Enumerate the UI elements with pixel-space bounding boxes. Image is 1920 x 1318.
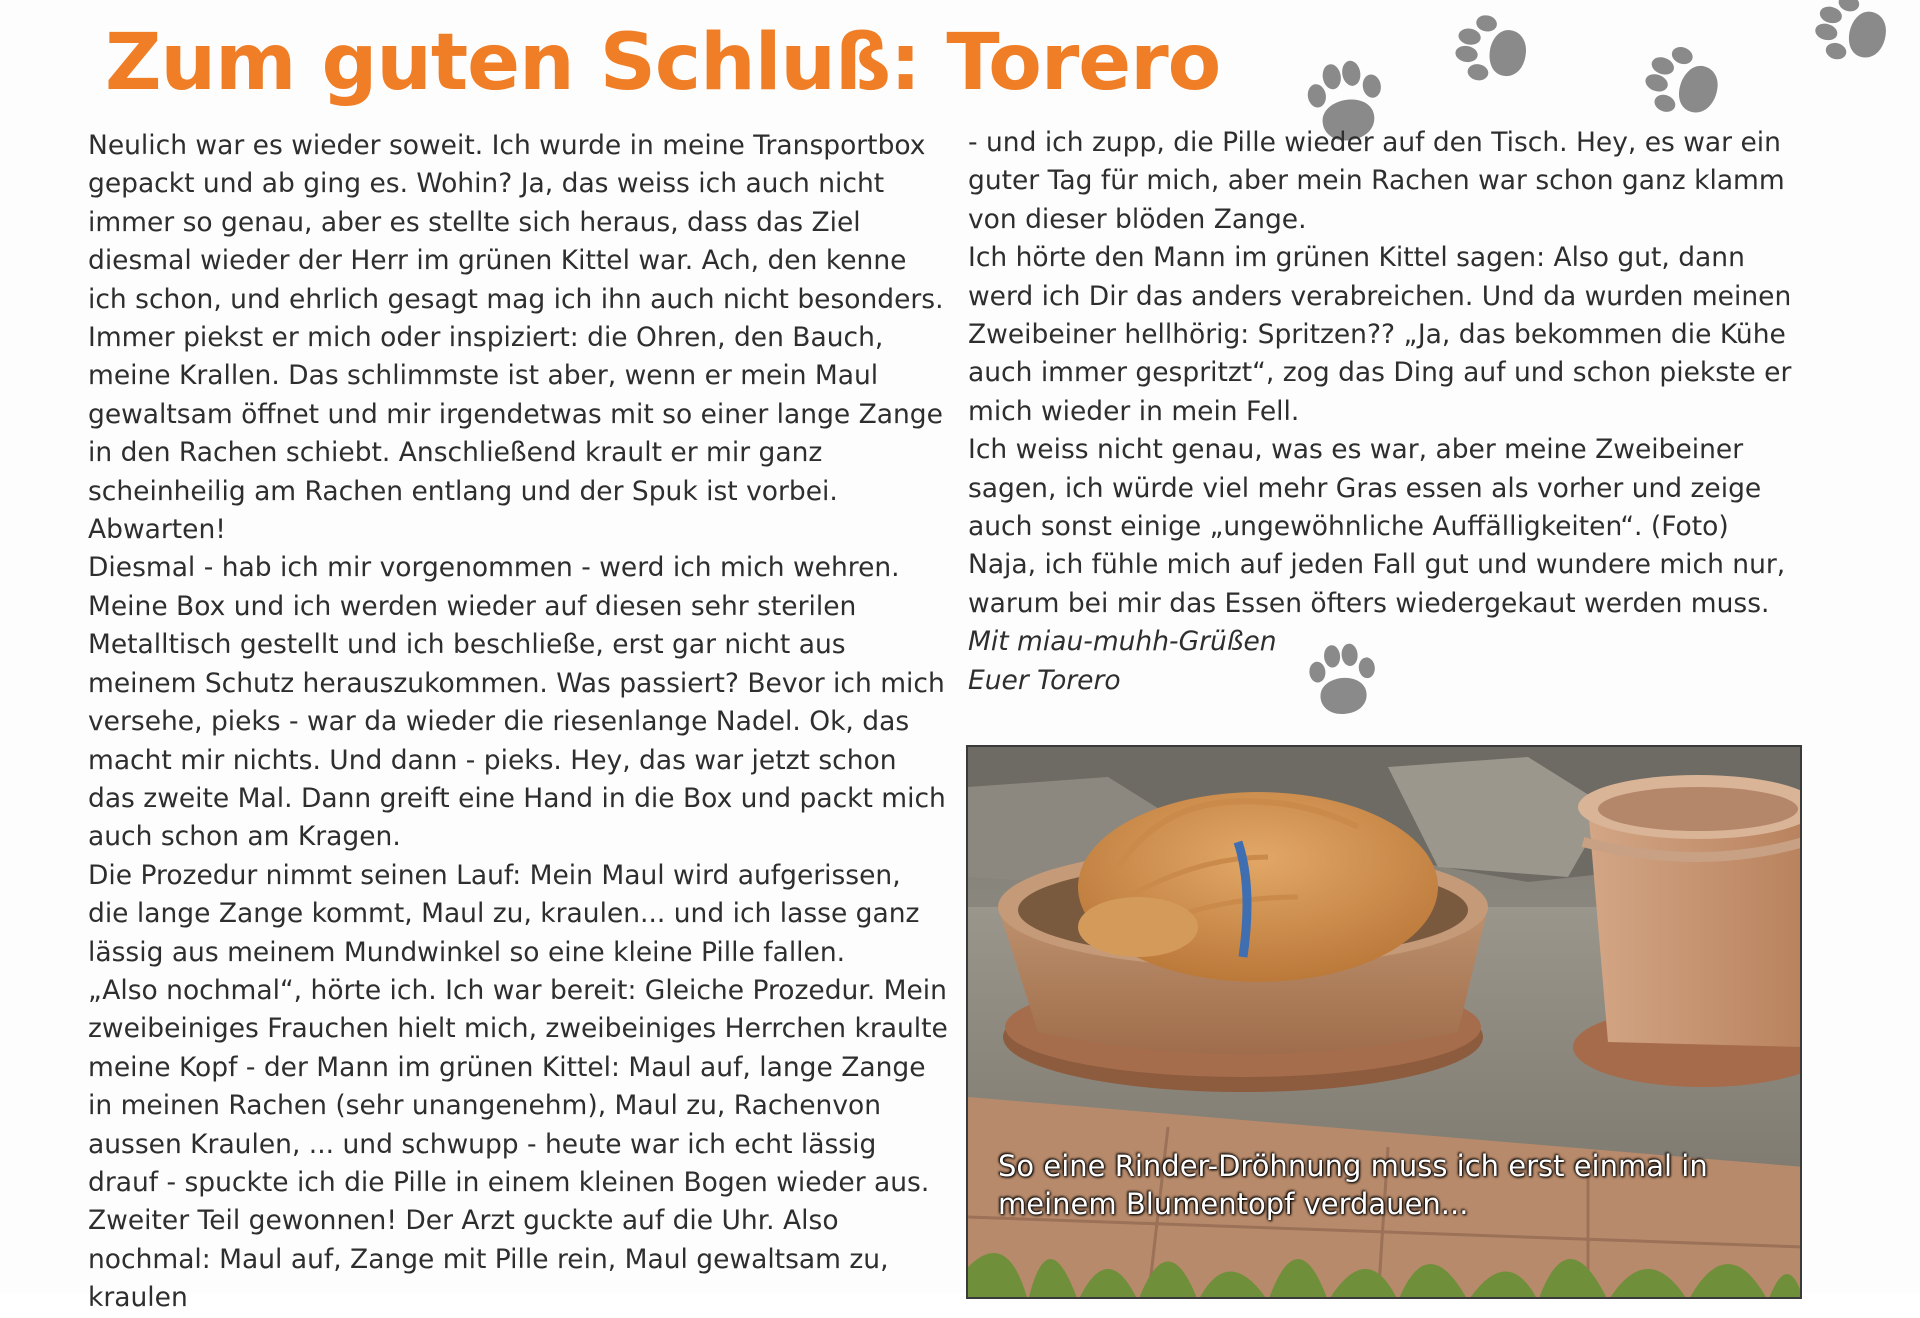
cat-photo: [966, 745, 1802, 1299]
paragraph: „Also nochmal“, hörte ich. Ich war bereit: Gleiche Prozedur. Mein zweibeiniges Frauchen hielt mich, zweibeiniges Herrchen kraulte meine Kopf - der Mann im grünen Kittel: Maul auf, lange Zange in meinen Rachen (sehr unangenehm), Maul zu, Rachenvon aussen Kraulen, ... und schwupp - heute war ich echt lässig drauf - spuckte ich die Pille in einem kleinen Bogen wieder aus. Zweiter Teil gewonnen! Der Arzt guckte auf die Uhr. Also nochmal: Maul auf, Zange mit Pille rein, Maul gewaltsam zu, kraulen: [88, 974, 948, 1314]
signature-name: Euer Torero: [968, 664, 1121, 696]
photo-caption: So eine Rinder-Dröhnung muss ich erst einmal in meinem Blumentopf verdauen...: [998, 1149, 1708, 1221]
paragraph: - und ich zupp, die Pille wieder auf den Tisch. Hey, es war ein guter Tag für mich, aber mein Rachen war schon ganz klamm von dieser blöden Zange.: [968, 127, 1785, 235]
article-title: Zum guten Schluß: Torero: [105, 18, 1221, 108]
paw-print-icon: [1801, 0, 1899, 79]
paragraph: Die Prozedur nimmt seinen Lauf: Mein Maul wird aufgerissen, die lange Zange kommt, Maul zu, kraulen... und ich lasse ganz lässig aus meinem Mundwinkel so eine kleine Pille fallen.: [88, 859, 920, 968]
paragraph: Abwarten!: [88, 514, 226, 546]
paw-print-icon: [1444, 4, 1537, 97]
paragraph: Diesmal - hab ich mir vorgenommen - werd ich mich wehren. Meine Box und ich werden wieder auf diesen sehr sterilen Metalltisch gestellt und ich beschließe, erst gar nicht aus meinem Schutz herauszukommen. Was passiert? Bevor ich mich versehe, pieks - war da wieder die riesenlange Nadel. Ok, das macht mir nichts. Und dann - pieks. Hey, das war jetzt schon das zweite Mal. Dann greift eine Hand in die Box und packt mich auch schon am Kragen.: [88, 552, 946, 853]
paragraph: Ich hörte den Mann im grünen Kittel sagen: Also gut, dann werd ich Dir das anders verabreichen. Und da wurden meinen Zweibeiner hellhörig: Spritzen?? „Ja, das bekommen die Kühe auch immer gespritzt“, zog das Ding auf und schon piekste er mich wieder in mein Fell.: [968, 242, 1792, 427]
signature-line: Mit miau-muhh-Grüßen: [968, 626, 1277, 658]
paragraph: Ich weiss nicht genau, was es war, aber meine Zweibeiner sagen, ich würde viel mehr Gras essen als vorher und zeige auch sonst einige „ungewöhnliche Auffälligkeiten“. (Foto): [968, 434, 1762, 543]
paw-print-icon: [1628, 30, 1733, 135]
paragraph: Neulich war es wieder soweit. Ich wurde in meine Transportbox gepackt und ab ging es. Wohin? Ja, das weiss ich auch nicht immer so genau, aber es stellte sich heraus, dass das Ziel diesmal wieder der Herr im grünen Kittel war. Ach, den kenne ich schon, und ehrlich gesagt mag ich ihn auch nicht besonders. Immer piekst er mich oder inspiziert: die Ohren, den Bauch, meine Krallen. Das schlimmste ist aber, wenn er mein Maul gewaltsam öffnet und mir irgendetwas mit so einer lange Zange in den Rachen schiebt. Anschließend krault er mir ganz scheinheilig am Rachen entlang und der Spuk ist vorbei.: [88, 130, 944, 507]
article-column-left: [88, 127, 948, 1318]
paragraph: Naja, ich fühle mich auf jeden Fall gut und wundere mich nur, warum bei mir das Essen öfters wiedergekaut werden muss.: [968, 549, 1786, 619]
article-column-right: [968, 124, 1818, 700]
